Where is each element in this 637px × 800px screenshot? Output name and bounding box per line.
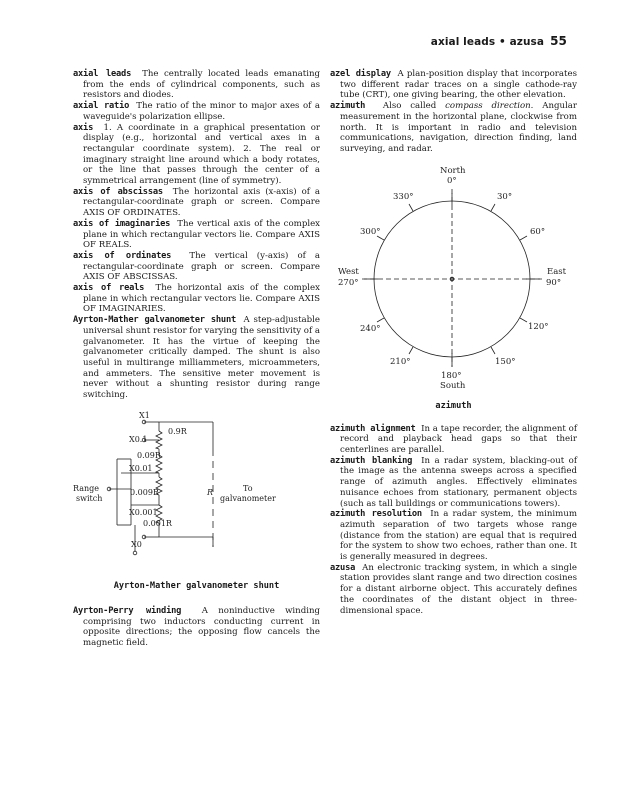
entry-definition: The horizontal axis of the complex plane in which rectangular vectors lie. Compare AXIS OF IMAGINARIES.: [83, 283, 320, 315]
resistor-label-0-001r: 0.001R: [143, 518, 172, 528]
entry-azel-display: [330, 69, 577, 101]
entry-term: axis of reals: [73, 283, 145, 294]
compass-south-degrees: 180°: [441, 370, 462, 381]
compass-north-degrees: 0°: [447, 175, 457, 186]
entry-term: Ayrton-Perry winding: [73, 605, 182, 616]
entry-definition: 1. A coordinate in a graphical presentation or display (e.g., horizontal and vertical axes in a rectangular coordinate system). 2. The real or imaginary straight line around which a body rotates, or the line that passes through the center of a symmetrical arrangement (line of symmetry).: [83, 122, 320, 187]
range-switch-label-1: Range: [73, 483, 99, 493]
entry-definition: An electronic tracking system, in which a single station provides slant range and two direction cosines for a distant airborne object. This accurately defines the coordinates of the distant object in three-dimensional space.: [340, 562, 578, 616]
tick-label-300: 300°: [360, 226, 381, 237]
entry-definition: In a tape recorder, the alignment of record and playback head gaps so that their centerlines are parallel.: [340, 423, 578, 456]
compass-east: East: [547, 266, 567, 277]
entry-azimuth-alignment: [330, 424, 577, 456]
entry-ayrton-mather-shunt: [73, 315, 320, 401]
entry-azimuth-resolution: [330, 509, 577, 563]
entry-axis-of-abscissas: [73, 187, 320, 219]
tap-label-x0-001: X0.001: [129, 507, 158, 517]
compass-west-degrees: 270°: [338, 277, 359, 288]
entry-term: axial leads: [73, 69, 132, 79]
entry-term: azusa: [330, 562, 356, 573]
tap-label-x0-1: X0.1: [129, 434, 148, 444]
entry-axis-of-ordinates: [73, 251, 320, 283]
galvanometer-label-1: To: [243, 483, 253, 493]
resistor-label-0-009r: 0.009R: [130, 487, 159, 497]
entry-definition: The vertical axis of the complex plane in which rectangular vectors lie. Compare AXIS OF REALS.: [83, 218, 320, 251]
entry-term: axis of imaginaries: [73, 218, 171, 229]
entry-axial-leads: [73, 69, 320, 101]
entry-azimuth-blanking: [330, 456, 577, 510]
resistor-label-0-09r: 0.09R: [137, 450, 161, 460]
entry-definition: Angular measurement in the horizontal plane, clockwise from north. It is important in radio and television communications, navigation, direction finding, land surveying, and radar.: [340, 101, 577, 154]
right-column: [330, 69, 577, 616]
compass-east-degrees: 90°: [546, 277, 562, 288]
tap-label-x0: X0: [131, 539, 142, 549]
tap-label-x1: X1: [139, 410, 150, 420]
entry-term: azimuth blanking: [330, 455, 413, 466]
azimuth-compass: [330, 161, 577, 401]
entry-term: axis of ordinates: [73, 250, 172, 261]
compass-north: North: [440, 165, 466, 176]
tick-label-330: 330°: [393, 191, 414, 202]
entry-definition: The centrally located leads emanating from the ends of cylindrical components, such as resistors and diodes.: [83, 69, 320, 101]
entry-term: azimuth: [330, 101, 366, 112]
tick-label-30: 30°: [497, 191, 513, 202]
entry-term: azimuth resolution: [330, 509, 422, 520]
shunt-figure-caption: Ayrton-Mather galvanometer shunt: [113, 580, 280, 591]
entry-axis-of-imaginaries: [73, 219, 320, 251]
azimuth-figure-caption: azimuth: [435, 400, 472, 411]
entry-term: axis of abscissas: [73, 186, 163, 197]
entry-term: azimuth alignment: [330, 423, 416, 434]
entry-definition-emphasis: compass direction.: [445, 101, 534, 112]
galvanometer-label-2: galvanometer: [220, 493, 276, 503]
entry-definition: A step-adjustable universal shunt resistor for varying the sensitivity of a galvanometer. It has the virtue of keeping the galvanometer critically damped. The shunt is also useful in multirange milliammeters, microammeters, and ammeters. The sensitive meter movement is never without a shunting resistor during range switching.: [83, 315, 321, 401]
tick-label-60: 60°: [530, 226, 546, 237]
entry-definition: The horizontal axis (x-axis) of a rectangular-coordinate graph or screen. Compare AXIS OF ORDINATES.: [83, 186, 320, 219]
entry-azimuth: [330, 101, 577, 155]
page-number: 55: [550, 34, 567, 48]
entry-axis: [73, 123, 320, 187]
r-label: R: [207, 487, 214, 497]
tick-label-210: 210°: [390, 356, 411, 367]
entry-term: Ayrton-Mather galvanometer shunt: [73, 315, 237, 326]
compass-south: South: [440, 380, 466, 391]
shunt-schematic: [73, 409, 320, 579]
entry-definition: The ratio of the minor to major axes of a waveguide's polarization ellipse.: [83, 101, 321, 122]
entry-axial-ratio: [73, 101, 320, 122]
entry-definition: A plan-position display that incorporates two different radar traces on a single cathode-ray tube (CRT), one giving bearing, the other elevation.: [340, 69, 577, 101]
range-switch-label-2: switch: [76, 493, 103, 503]
left-column: [73, 69, 320, 649]
running-head: [431, 34, 567, 48]
entry-definition-pre: Also called: [382, 101, 446, 112]
tick-label-240: 240°: [360, 323, 381, 334]
entry-term: axial ratio: [73, 101, 130, 112]
entry-definition: The vertical (y-axis) of a rectangular-coordinate graph or screen. Compare AXIS OF ABSCISSAS.: [83, 250, 321, 283]
entry-definition: A noninductive winding comprising two inductors conducting current in opposite directions; the opposing flow cancels the magnetic field.: [83, 605, 320, 648]
tick-label-120: 120°: [528, 321, 549, 332]
entry-ayrton-perry-winding: [73, 606, 320, 649]
right-column-after: [330, 424, 577, 617]
resistor-label-0-9r: 0.9R: [168, 426, 187, 436]
running-head-text: axial leads • azusa: [430, 36, 545, 48]
entry-term: axis: [73, 122, 94, 133]
tick-label-150: 150°: [495, 356, 516, 367]
entry-azusa: [330, 563, 577, 617]
tap-label-x0-01: X0.01: [129, 463, 153, 473]
entry-definition: In a radar system, the minimum azimuth separation of two targets whose range (distance from the station) are equal that is required for the system to show two echoes, rather than one. It is generally measured in degrees.: [340, 509, 577, 563]
compass-west: West: [338, 266, 359, 277]
entry-term: azel display: [330, 69, 391, 79]
entry-axis-of-reals: [73, 283, 320, 315]
entry-definition: In a radar system, blacking-out of the image as the antenna sweeps across a specified range of azimuth angles. Effectively eliminates nuisance echoes from stationary, permanent objects (such as tall buildings or communications towers).: [340, 455, 577, 509]
